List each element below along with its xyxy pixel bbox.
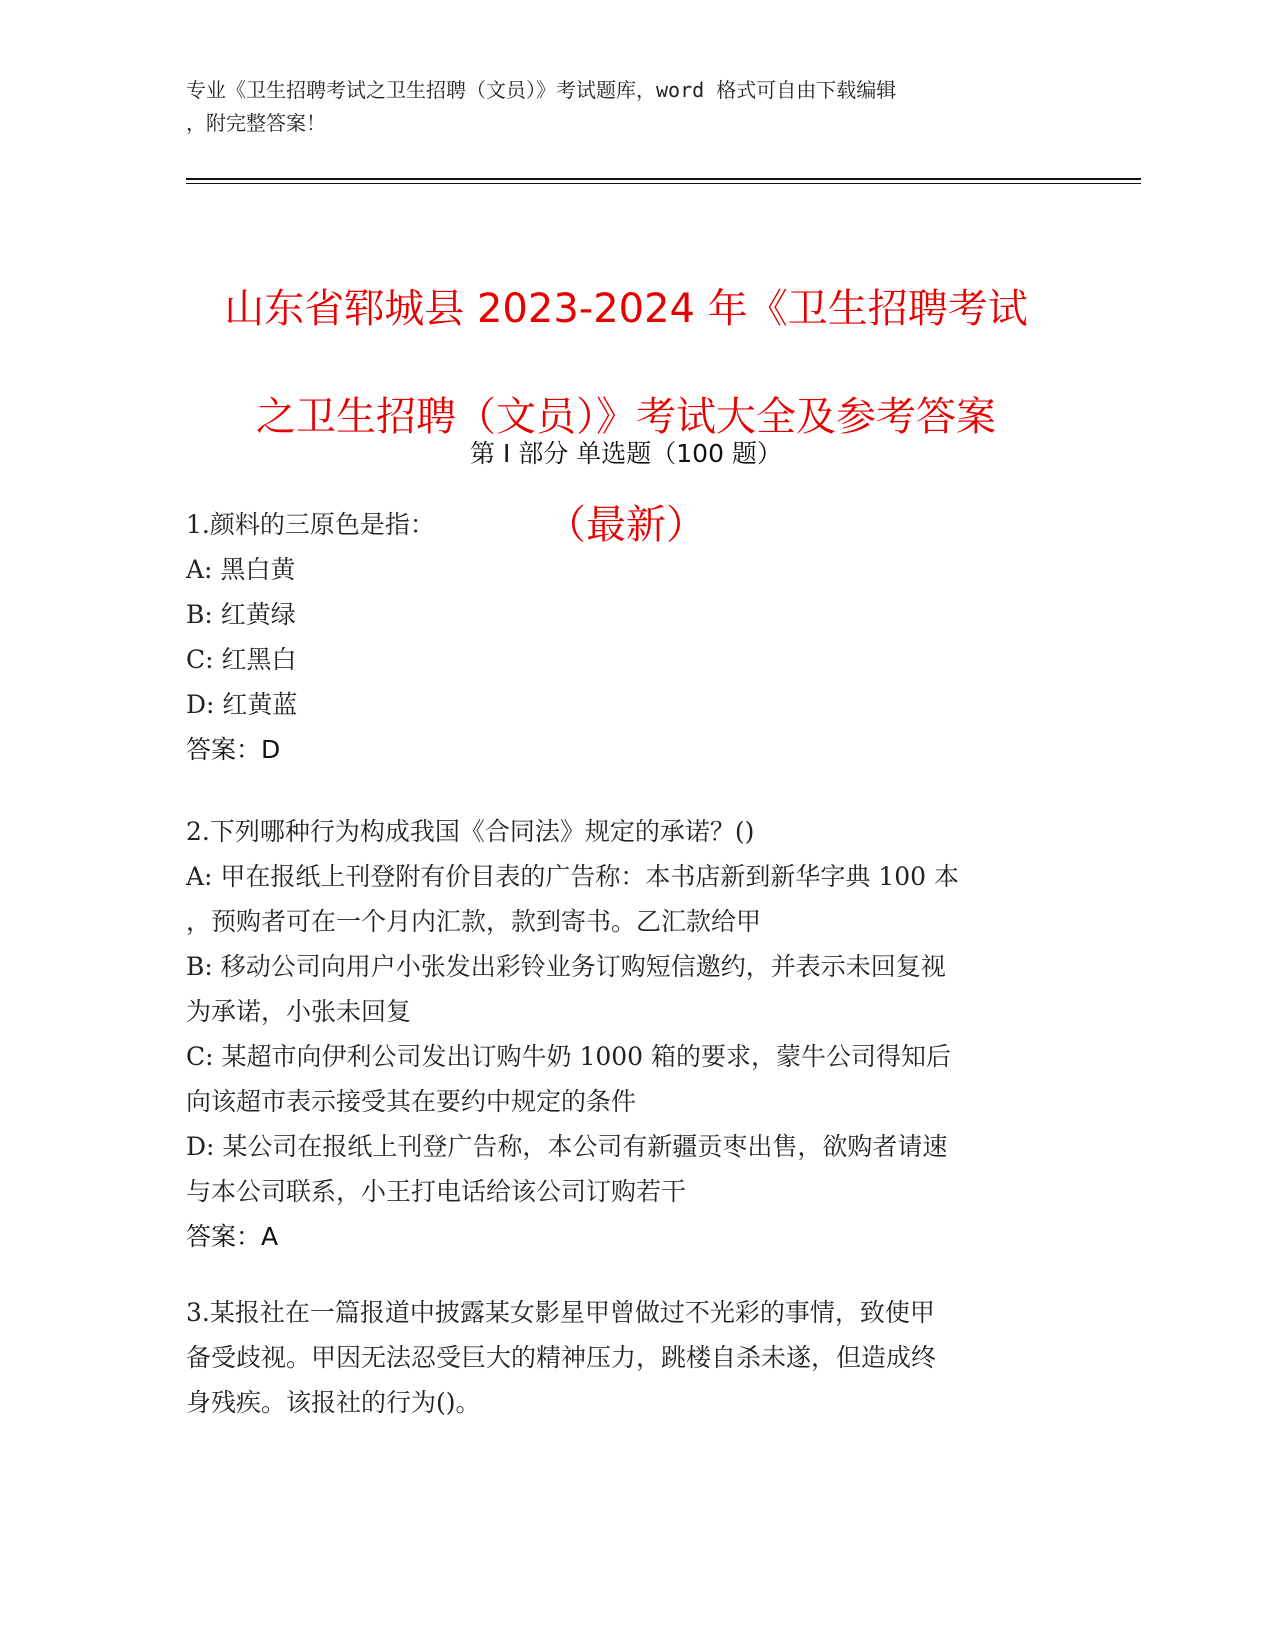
header-note-line: ，附完整答案！ (186, 111, 326, 135)
option-a: A: 甲在报纸上刊登附有价目表的广告称：本书店新到新华字典 100 本 (186, 862, 960, 891)
header-divider-thick (186, 178, 1141, 180)
title-line: 之卫生招聘（文员）》考试大全及参考答案 (256, 394, 996, 440)
header-divider-thin (186, 183, 1141, 184)
header-note-line: 专业《卫生招聘考试之卫生招聘（文员）》考试题库，word 格式可自由下载编辑 (186, 78, 897, 102)
option-b: B: 移动公司向用户小张发出彩铃业务订购短信邀约，并表示未回复视 (186, 952, 946, 981)
answer: 答案：A (186, 1222, 279, 1251)
title-line: 山东省郓城县 2023-2024 年《卫生招聘考试 (224, 286, 1028, 332)
question-stem-continued: 备受歧视。甲因无法忍受巨大的精神压力，跳楼自杀未遂，但造成终 (186, 1343, 937, 1372)
option-a: A: 黑白黄 (186, 555, 296, 584)
option-d-continued: 与本公司联系，小王打电话给该公司订购若干 (186, 1177, 687, 1206)
question-stem: 2.下列哪种行为构成我国《合同法》规定的承诺？() (186, 817, 755, 846)
option-d: D: 红黄蓝 (186, 690, 298, 719)
option-c: C: 红黑白 (186, 645, 297, 674)
question-3 (186, 1290, 1066, 1425)
question-1 (186, 502, 1066, 772)
answer: 答案：D (186, 735, 281, 764)
option-b: B: 红黄绿 (186, 600, 296, 629)
section-title: 第 I 部分 单选题（100 题） (470, 439, 782, 468)
header-note (186, 74, 1066, 140)
option-a-continued: ，预购者可在一个月内汇款，款到寄书。乙汇款给甲 (186, 907, 762, 936)
question-stem-continued: 身残疾。该报社的行为()。 (186, 1388, 481, 1417)
option-c-continued: 向该超市表示接受其在要约中规定的条件 (186, 1087, 637, 1116)
option-d: D: 某公司在报纸上刊登广告称，本公司有新疆贡枣出售，欲购者请速 (186, 1132, 948, 1161)
title-line: （最新） (546, 502, 706, 548)
question-2 (186, 809, 1066, 1259)
question-stem: 1.颜料的三原色是指： (186, 510, 435, 539)
option-c: C: 某超市向伊利公司发出订购牛奶 1000 箱的要求，蒙牛公司得知后 (186, 1042, 952, 1071)
option-b-continued: 为承诺，小张未回复 (186, 997, 412, 1026)
question-stem: 3.某报社在一篇报道中披露某女影星甲曾做过不光彩的事情，致使甲 (186, 1298, 935, 1327)
